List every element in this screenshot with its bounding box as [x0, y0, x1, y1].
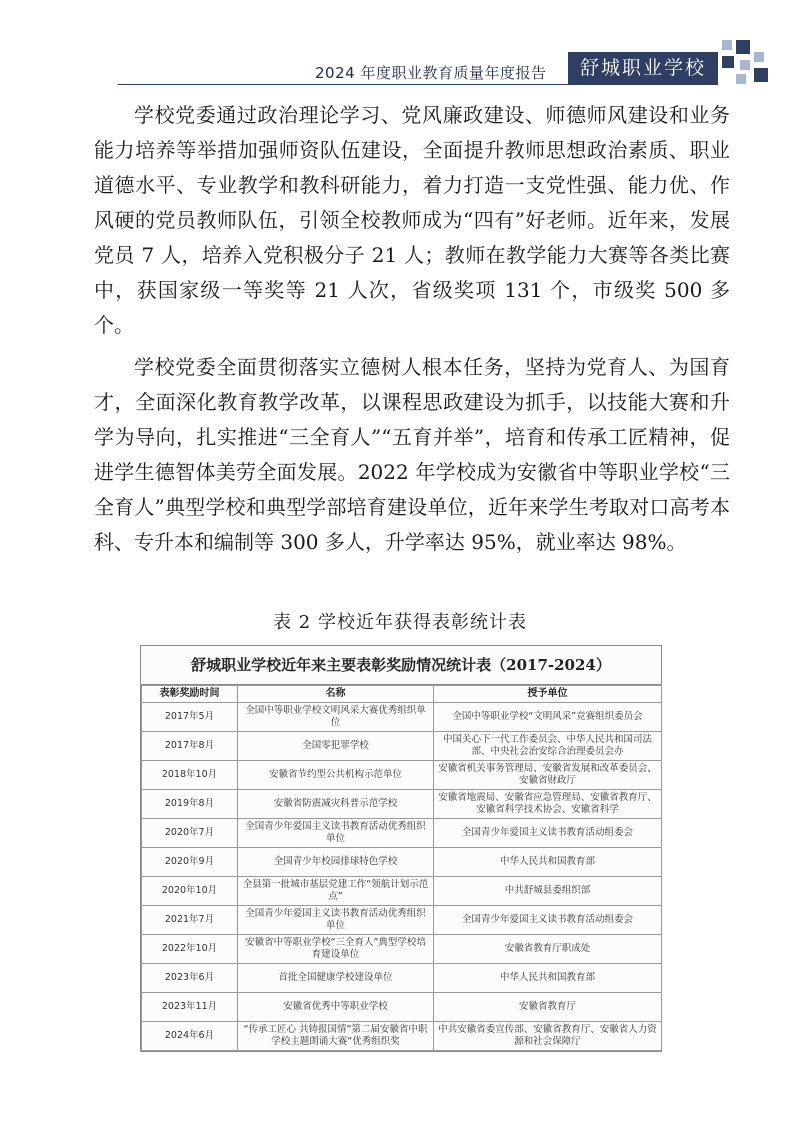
table-row: [142, 964, 662, 993]
cell-time: 2020年7月: [142, 819, 238, 848]
cell-time: 2018年10月: [142, 761, 238, 790]
cell-unit: 全国青少年爱国主义读书教育活动组委会: [434, 819, 662, 848]
table-row: [142, 993, 662, 1022]
cell-name: 全县第一批城市基层党建工作“领航计划示范点”: [238, 877, 434, 906]
awards-table-image: [140, 645, 662, 1052]
cell-unit: 中国关心下一代工作委员会、中华人民共和国司法部、中央社会治安综合治理委员会办: [434, 732, 662, 761]
cell-unit: 中华人民共和国教育部: [434, 848, 662, 877]
table-row: [142, 732, 662, 761]
cell-time: 2017年5月: [142, 703, 238, 732]
cell-unit: 安徽省地震局、安徽省应急管理局、安徽省教育厅、安徽省科学技术协会、安徽省科学: [434, 790, 662, 819]
report-title: 2024 年度职业教育质量年度报告: [315, 64, 547, 82]
table-row: [142, 1022, 662, 1051]
table-row: [142, 790, 662, 819]
school-name-banner: 舒城职业学校: [568, 52, 718, 84]
cell-time: 2023年11月: [142, 993, 238, 1022]
cell-time: 2024年6月: [142, 1022, 238, 1051]
cell-time: 2023年6月: [142, 964, 238, 993]
cell-unit: 全国青少年爱国主义读书教育活动组委会: [434, 906, 662, 935]
cell-name: 全国青少年爱国主义读书教育活动优秀组织单位: [238, 906, 434, 935]
table-row: [142, 848, 662, 877]
paragraph-teacher-team: 学校党委通过政治理论学习、党风廉政建设、师德师风建设和业务能力培养等举措加强师资队伍建设，全面提升教师思想政治素质、职业道德水平、专业教学和教科研能力，着力打造一支党性强、能力优、作风硬的党员教师队伍，引领全校教师成为“四有”好老师。近年来，发展党员 7 人，培养入党积极分子 21 人；教师在教学能力大赛等各类比赛中，获国家级一等奖等 21 人次，省级奖项 131 个，市级奖 500 多个。: [94, 103, 730, 337]
cell-name: 安徽省防震减灾科普示范学校: [238, 790, 434, 819]
cell-unit: 安徽省机关事务管理局、安徽省发展和改革委员会、安徽省财政厅: [434, 761, 662, 790]
header-granting-unit: 授予单位: [434, 686, 662, 703]
cell-name: 全国中等职业学校文明风采大赛优秀组织单位: [238, 703, 434, 732]
cell-time: 2017年8月: [142, 732, 238, 761]
cell-unit: 全国中等职业学校“文明风采”竞赛组织委员会: [434, 703, 662, 732]
cell-name: 首批全国健康学校建设单位: [238, 964, 434, 993]
awards-table-title: 舒城职业学校近年来主要表彰奖励情况统计表（2017-2024）: [141, 646, 661, 685]
cell-unit: 中共舒城县委组织部: [434, 877, 662, 906]
awards-table: [141, 685, 662, 1051]
header-rule: [118, 84, 718, 85]
cell-unit: 中共安徽省委宣传部、安徽省教育厅、安徽省人力资源和社会保障厅: [434, 1022, 662, 1051]
cell-name: “传承工匠心 共铸报国情”第二届安徽省中职学校主题朗诵大赛“优秀组织奖: [238, 1022, 434, 1051]
cell-unit: 安徽省教育厅: [434, 993, 662, 1022]
cell-time: 2019年8月: [142, 790, 238, 819]
cell-time: 2020年9月: [142, 848, 238, 877]
table-row: [142, 703, 662, 732]
cell-time: 2021年7月: [142, 906, 238, 935]
header-award-name: 名称: [238, 686, 434, 703]
header-award-time: 表彰奖励时间: [142, 686, 238, 703]
cell-name: 全国青少年爱国主义读书教育活动优秀组织单位: [238, 819, 434, 848]
paragraph-moral-education: 学校党委全面贯彻落实立德树人根本任务，坚持为党育人、为国育才，全面深化教育教学改革，以课程思政建设为抓手，以技能大赛和升学为导向，扎实推进“三全育人”“五育并举”，培育和传承工匠精神，促进学生德智体美劳全面发展。2022 年学校成为安徽省中等职业学校“三全育人”典型学校和典型学部培育建设单位，近年来学生考取对口高考本科、专升本和编制等 300 多人，升学率达 95%，就业率达 98%。: [94, 355, 730, 554]
cell-unit: 中华人民共和国教育部: [434, 964, 662, 993]
table-row: [142, 877, 662, 906]
cell-name: 全国零犯罪学校: [238, 732, 434, 761]
cell-name: 安徽省节约型公共机构示范单位: [238, 761, 434, 790]
table-row: [142, 935, 662, 964]
cell-name: 全国青少年校园排球特色学校: [238, 848, 434, 877]
table-caption: 表 2 学校近年获得表彰统计表: [273, 612, 527, 633]
table-row: [142, 761, 662, 790]
cell-unit: 安徽省教育厅职成处: [434, 935, 662, 964]
cell-name: 安徽省中等职业学校“三全育人”典型学校培育建设单位: [238, 935, 434, 964]
page-header: [0, 0, 800, 96]
table-row: [142, 819, 662, 848]
cell-name: 安徽省优秀中等职业学校: [238, 993, 434, 1022]
cell-time: 2020年10月: [142, 877, 238, 906]
table-row: [142, 906, 662, 935]
cell-time: 2022年10月: [142, 935, 238, 964]
table-header-row: [142, 686, 662, 703]
